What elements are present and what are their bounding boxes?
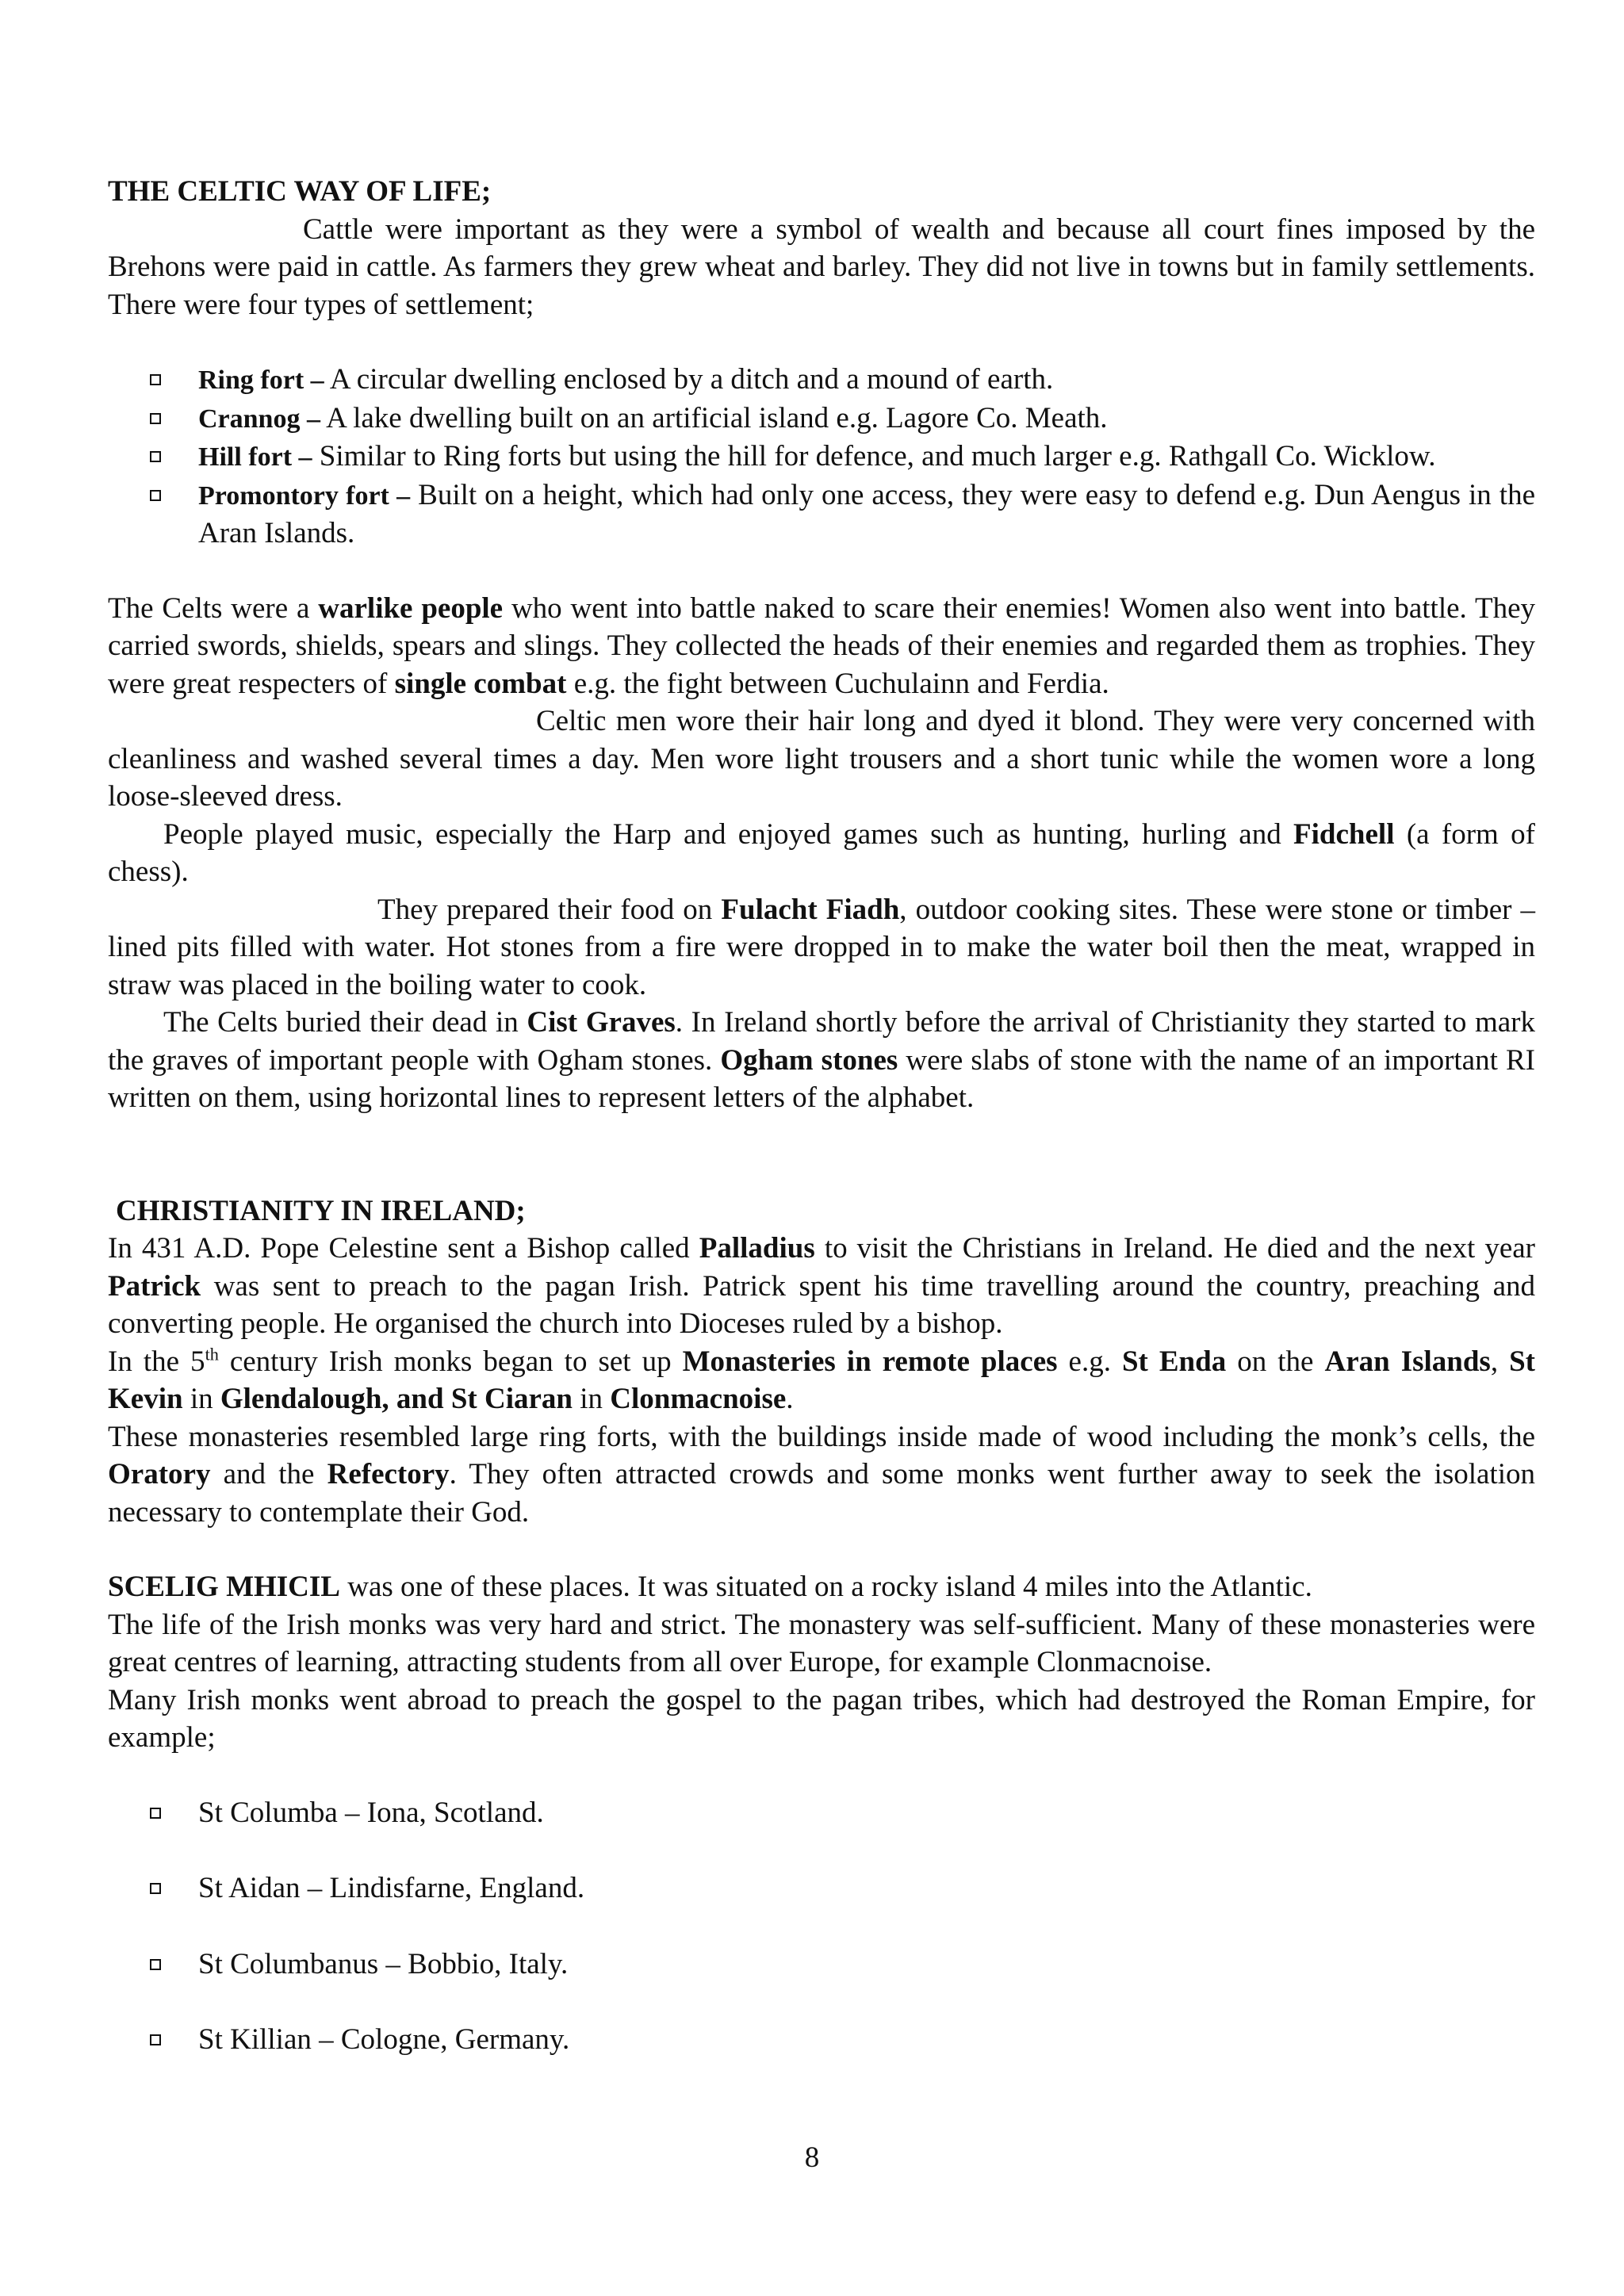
christianity-ringforts-paragraph: These monasteries resembled large ring forts, with the buildings inside made of wood including the monk’s cells, the Oratory and the Refectory. They often attracted crowds and some monks went further away to seek the isolation necessary to contemplate their God. [108, 1420, 1535, 1529]
settlement-list [108, 361, 1535, 553]
celtic-intro-paragraph: Cattle were important as they were a symbol of wealth and because all court fines imposed by the Brehons were paid in cattle. As farmers they grew wheat and barley. They did not live in towns but in family settlements. There were four types of settlement; [108, 212, 1535, 321]
christianity-monk-life-paragraph: The life of the Irish monks was very hard and strict. The monastery was self-sufficient. Many of these monasteries were great centres of learning, attracting students from all over Europe, for example Clonmacnoise. [108, 1608, 1535, 1678]
celtic-music-paragraph: People played music, especially the Harp and enjoyed games such as hunting, hurling and Fidchell (a form of chess). [108, 817, 1535, 888]
square-bullet-icon [150, 374, 161, 385]
page-number: 8 [804, 2141, 820, 2174]
list-item-hill-fort: Hill fort – Similar to Ring forts but using the hill for defence, and much larger e.g. Rathgall Co. Wicklow. [108, 438, 1535, 476]
square-bullet-icon [150, 1883, 161, 1894]
missions-list [108, 1794, 1535, 2059]
list-item-st-columba: St Columba – Iona, Scotland. [108, 1794, 1535, 1832]
list-item-st-killian: St Killian – Cologne, Germany. [108, 2021, 1535, 2059]
celtic-warfare-paragraph: The Celts were a warlike people who went into battle naked to scare their enemies! Women also went into battle. They carried swords, shields, spears and slings. They collected the heads of their enemies and regarded them as trophies. They were great respecters of single combat e.g. the fight between Cuchulainn and Ferdia. [108, 591, 1535, 700]
celtic-burial-paragraph: The Celts buried their dead in Cist Graves. In Ireland shortly before the arrival of Christianity they started to mark the graves of important people with Ogham stones. Ogham stones were slabs of stone with the name of an important RI written on them, using horizontal lines to represent letters of the alphabet. [108, 1006, 1535, 1114]
square-bullet-icon [150, 451, 161, 462]
christianity-palladius-paragraph: In 431 A.D. Pope Celestine sent a Bishop called Palladius to visit the Christians in Ireland. He died and the next year Patrick was sent to preach to the pagan Irish. Patrick spent his time travelling around the country, preaching and converting people. He organised the church into Dioceses ruled by a bishop. [108, 1232, 1535, 1340]
celtic-appearance-paragraph: Celtic men wore their hair long and dyed it blond. They were very concerned with cleanliness and washed several times a day. Men wore light trousers and a short tunic while the women wore a long loose-sleeved dress. [108, 705, 1535, 813]
heading-christianity-in-ireland: CHRISTIANITY IN IRELAND; [116, 1194, 526, 1227]
list-item-ring-fort: Ring fort – A circular dwelling enclosed by a ditch and a mound of earth. [108, 361, 1535, 400]
square-bullet-icon [150, 1959, 161, 1970]
list-item-st-aidan: St Aidan – Lindisfarne, England. [108, 1869, 1535, 1908]
square-bullet-icon [150, 1808, 161, 1819]
list-item-promontory-fort: Promontory fort – Built on a height, which had only one access, they were easy to defend e.g. Dun Aengus in the Aran Islands. [108, 476, 1535, 553]
list-item-crannog: Crannog – A lake dwelling built on an artificial island e.g. Lagore Co. Meath. [108, 400, 1535, 438]
list-item-st-columbanus: St Columbanus – Bobbio, Italy. [108, 1946, 1535, 1984]
christianity-monasteries-paragraph: In the 5th century Irish monks began to set up Monasteries in remote places e.g. St Enda on the Aran Islands, St Kevin in Glendalough, and St Ciaran in Clonmacnoise. [108, 1344, 1536, 1415]
square-bullet-icon [150, 2034, 161, 2045]
square-bullet-icon [150, 490, 161, 501]
christianity-scelig-paragraph: SCELIG MHICIL was one of these places. It was situated on a rocky island 4 miles into the Atlantic. [108, 1571, 1312, 1603]
square-bullet-icon [150, 413, 161, 424]
celtic-food-paragraph: They prepared their food on Fulacht Fiadh, outdoor cooking sites. These were stone or timber – lined pits filled with water. Hot stones from a fire were dropped in to make the water boil then the meat, wrapped in straw was placed in the boiling water to cook. [108, 893, 1536, 1001]
heading-celtic-way-of-life: THE CELTIC WAY OF LIFE; [108, 175, 492, 208]
document-page [108, 173, 1535, 2059]
christianity-missions-intro-paragraph: Many Irish monks went abroad to preach the gospel to the pagan tribes, which had destroyed the Roman Empire, for example; [108, 1683, 1535, 1754]
